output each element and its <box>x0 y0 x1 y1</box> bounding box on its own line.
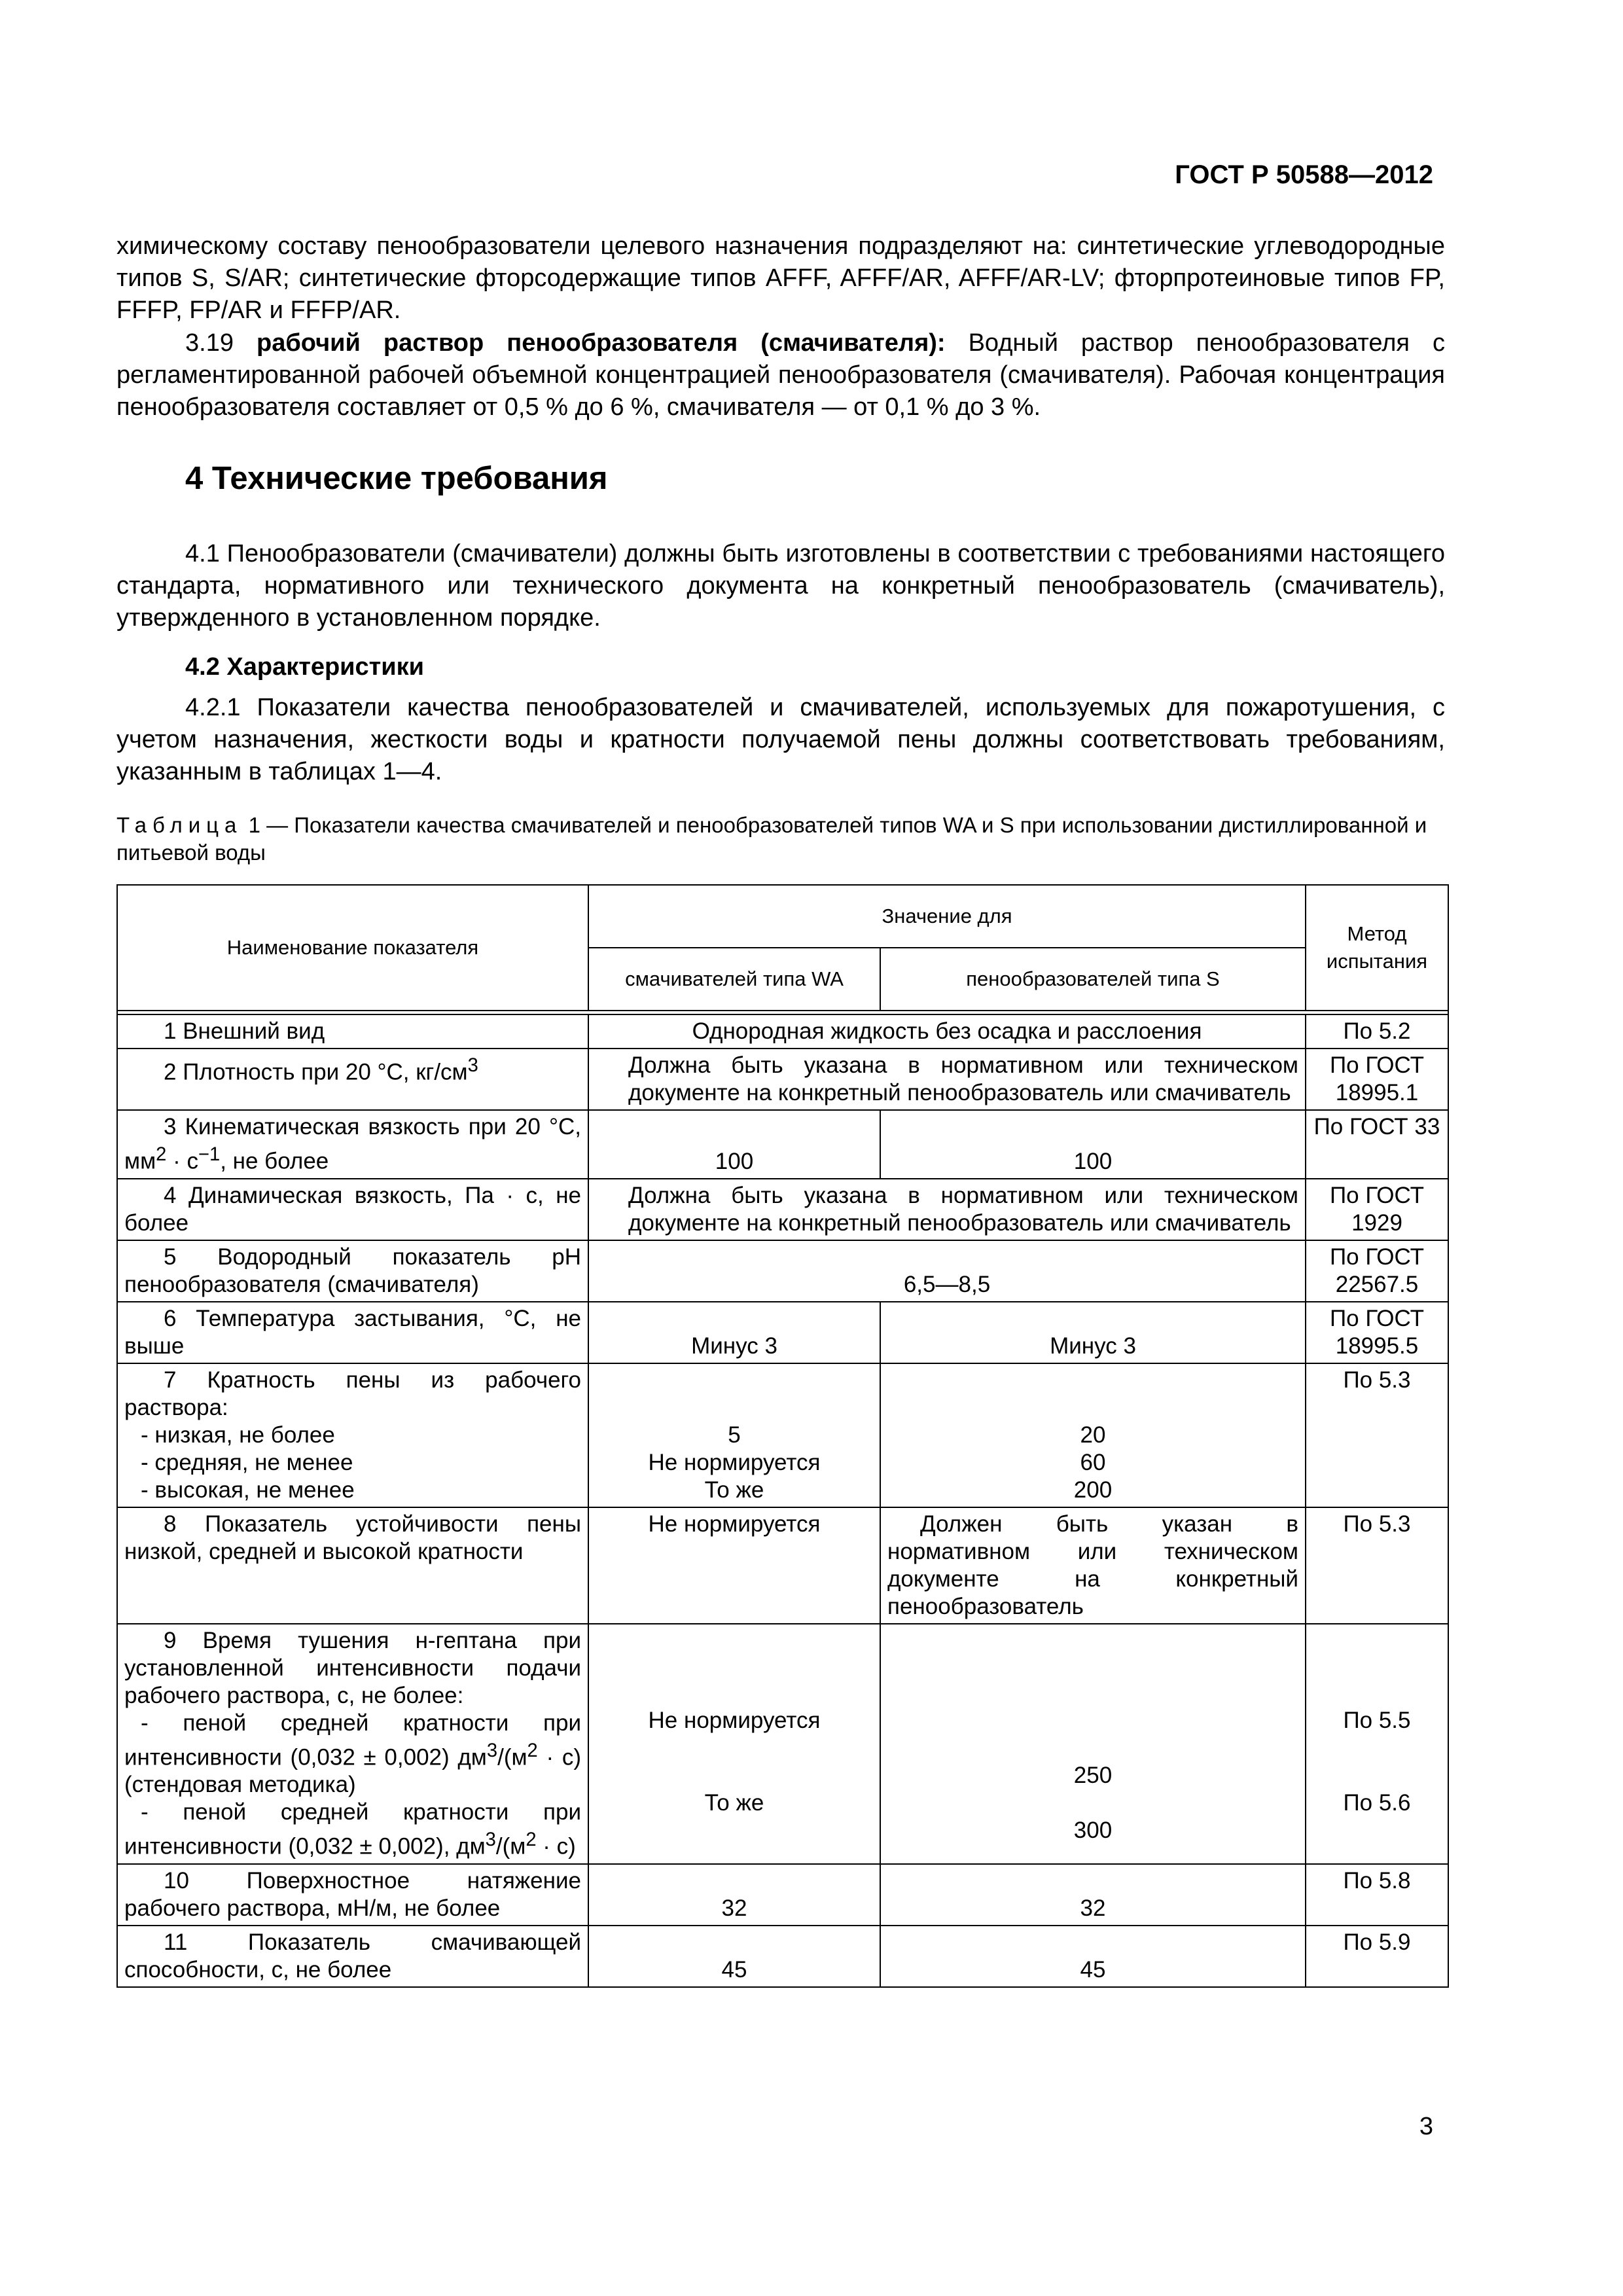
method-line: По 5.6 <box>1343 1789 1411 1816</box>
paragraph-4-1: 4.1 Пенообразователи (смачиватели) должны быть изготовлены в соответствии с требованиями настоящего стандарта, нормативного или технического документа на конкретный пенообразователь (смачиватель), утвержденного в установленном порядке. <box>116 540 1445 632</box>
value-line: То же <box>704 1789 764 1816</box>
page-number: 3 <box>1419 2113 1433 2140</box>
row-name: 5 Водородный показатель pH пенообразователя (смачивателя) <box>117 1240 588 1302</box>
table-row <box>117 1926 1448 1987</box>
sub-item-text: /(м <box>495 1833 526 1859</box>
value-line: 300 <box>1073 1817 1113 1843</box>
row-name <box>117 1049 588 1110</box>
row-method: По ГОСТ 22567.5 <box>1306 1240 1448 1302</box>
row-sub-item: - средняя, не менее <box>141 1449 353 1475</box>
row-value-wa: 100 <box>588 1110 880 1179</box>
row-name: 10 Поверхностное натяжение рабочего раствора, мН/м, не более <box>117 1864 588 1926</box>
row-value-merged: 6,5—8,5 <box>588 1240 1306 1302</box>
table-header-row <box>117 885 1448 948</box>
table-row <box>117 1179 1448 1240</box>
section-title: 4 Технические требования <box>185 461 608 496</box>
definition-paragraph <box>116 327 1445 423</box>
row-name: 8 Показатель устойчивости пены низкой, средней и высокой кратности <box>117 1507 588 1624</box>
row-sub-item <box>124 1710 581 1799</box>
table-row <box>117 1507 1448 1624</box>
table-row <box>117 1014 1448 1049</box>
row-method: По ГОСТ 1929 <box>1306 1179 1448 1240</box>
sub-item-sup: 3 <box>485 1829 496 1851</box>
header-wa: смачивателей типа WA <box>588 948 880 1011</box>
row-value-s: 32 <box>880 1864 1306 1926</box>
row-method: По 5.3 <box>1306 1507 1448 1624</box>
quality-table <box>116 884 1449 1988</box>
table-caption <box>116 812 1445 867</box>
table-row <box>117 1363 1448 1507</box>
row-sub-item: - высокая, не менее <box>141 1477 355 1503</box>
row-name-sup: −1 <box>198 1144 221 1165</box>
paragraph-4-2-1: 4.2.1 Показатели качества пенообразователей и смачивателей, используемых для пожаротушения, с учетом назначения, жесткости воды и кратности получаемой пены должны соответствовать требованиям, указанным в таблицах 1—4. <box>116 694 1445 785</box>
row-name: 4 Динамическая вязкость, Па · с, не более <box>117 1179 588 1240</box>
row-name: 6 Температура застывания, °С, не выше <box>117 1302 588 1363</box>
method-line: По 5.5 <box>1343 1707 1411 1733</box>
subsection-heading: 4.2 Характеристики <box>185 653 425 681</box>
row-name-text: 9 Время тушения н-гептана при установленной интенсивности подачи рабочего раствора, с, не более: <box>124 1627 581 1708</box>
row-sub-item: - низкая, не более <box>141 1422 335 1448</box>
value-line: Не нормируется <box>648 1707 821 1733</box>
row-name-text: 7 Кратность пены из рабочего раствора: <box>124 1367 581 1420</box>
row-name: 1 Внешний вид <box>117 1014 588 1049</box>
table-row <box>117 1110 1448 1179</box>
row-name-text: , не более <box>220 1148 329 1174</box>
row-value-s: Минус 3 <box>880 1302 1306 1363</box>
row-sub-item <box>124 1799 581 1861</box>
sub-item-text: · с) <box>536 1833 576 1859</box>
sub-item-text: /(м <box>497 1744 527 1770</box>
row-name-sup: 3 <box>467 1055 478 1076</box>
value-line: 250 <box>1073 1762 1113 1788</box>
definition-number: 3.19 <box>185 329 234 357</box>
intro-paragraph: химическому составу пенообразователи целевого назначения подразделяют на: синтетические углеводородные типов S, S/AR; синтетические фторсодержащие типов AFFF, AFFF/AR, AFFF/AR-LV; фторпротеиновые типов FP, FFFP, FP/AR и FFFP/AR. <box>116 232 1445 324</box>
row-method: По 5.2 <box>1306 1014 1448 1049</box>
row-value-s: 45 <box>880 1926 1306 1987</box>
value-line: 20 <box>1080 1422 1106 1448</box>
row-value-wa <box>588 1363 880 1507</box>
definition-term: рабочий раствор пенообразователя (смачивателя): <box>256 329 946 357</box>
row-method: По 5.3 <box>1306 1363 1448 1507</box>
row-method <box>1306 1624 1448 1864</box>
row-method: По ГОСТ 18995.5 <box>1306 1302 1448 1363</box>
document-header: ГОСТ Р 50588—2012 <box>1175 160 1433 189</box>
table-row <box>117 1302 1448 1363</box>
row-value-merged: Должна быть указана в нормативном или техническом документе на конкретный пенообразователь или смачиватель <box>588 1049 1306 1110</box>
table-row <box>117 1240 1448 1302</box>
value-line: 60 <box>1080 1449 1106 1475</box>
row-value-wa: Не нормируется <box>588 1507 880 1624</box>
row-value-wa: 32 <box>588 1864 880 1926</box>
value-line: 5 <box>728 1422 741 1448</box>
table-row <box>117 1624 1448 1864</box>
definition-text: Водный раствор пенообразователя с регламентированной рабочей объемной концентрацией пенообразователя (смачивателя). Рабочая концентрация пенообразователя составляет от 0,5 % до 6 %, смачивателя — от 0,1 % до 3 %. <box>116 329 1445 421</box>
sub-item-text: - пеной средней кратности при интенсивности (0,032 ± 0,002) дм <box>124 1710 581 1770</box>
value-line: 200 <box>1073 1477 1113 1503</box>
header-method: Метод испытания <box>1306 885 1448 1011</box>
header-s: пенообразователей типа S <box>880 948 1306 1011</box>
table-caption-text: 1 — Показатели качества смачивателей и пенообразователей типов WA и S при использовании дистиллированной и питьевой воды <box>116 813 1427 865</box>
row-name <box>117 1624 588 1864</box>
row-value-s <box>880 1363 1306 1507</box>
value-line: То же <box>704 1477 764 1503</box>
sub-item-text: - пеной средней кратности при интенсивности (0,032 ± 0,002), дм <box>124 1799 581 1859</box>
sub-item-sup: 2 <box>527 1740 538 1761</box>
row-method: По 5.8 <box>1306 1864 1448 1926</box>
row-value-s <box>880 1624 1306 1864</box>
row-method: По 5.9 <box>1306 1926 1448 1987</box>
sub-item-sup: 2 <box>526 1829 537 1851</box>
header-name: Наименование показателя <box>117 885 588 1011</box>
row-name: 11 Показатель смачивающей способности, с, не более <box>117 1926 588 1987</box>
row-value-s: Должен быть указан в нормативном или техническом документе на конкретный пенообразователь <box>880 1507 1306 1624</box>
sub-item-text: · с) (стендовая методика) <box>124 1744 582 1798</box>
header-value-for: Значение для <box>588 885 1306 948</box>
row-name <box>117 1363 588 1507</box>
row-value-wa: Минус 3 <box>588 1302 880 1363</box>
row-name-text: 2 Плотность при 20 °С, кг/см <box>164 1059 468 1085</box>
row-method: По ГОСТ 33 <box>1306 1110 1448 1179</box>
row-value-merged: Однородная жидкость без осадка и расслоения <box>588 1014 1306 1049</box>
table-caption-label: Таблица <box>116 813 243 837</box>
row-value-s: 100 <box>880 1110 1306 1179</box>
row-name-text: · с <box>166 1148 198 1174</box>
row-name <box>117 1110 588 1179</box>
row-value-merged: Должна быть указана в нормативном или техническом документе на конкретный пенообразователь или смачиватель <box>588 1179 1306 1240</box>
table-row <box>117 1049 1448 1110</box>
value-line: Не нормируется <box>648 1449 821 1475</box>
row-value-wa <box>588 1624 880 1864</box>
row-name-text: 3 Кинематическая вязкость при 20 °С, мм <box>124 1114 581 1174</box>
sub-item-sup: 3 <box>486 1740 498 1761</box>
row-name-sup: 2 <box>156 1144 167 1165</box>
row-value-wa: 45 <box>588 1926 880 1987</box>
row-method: По ГОСТ 18995.1 <box>1306 1049 1448 1110</box>
table-row <box>117 1864 1448 1926</box>
